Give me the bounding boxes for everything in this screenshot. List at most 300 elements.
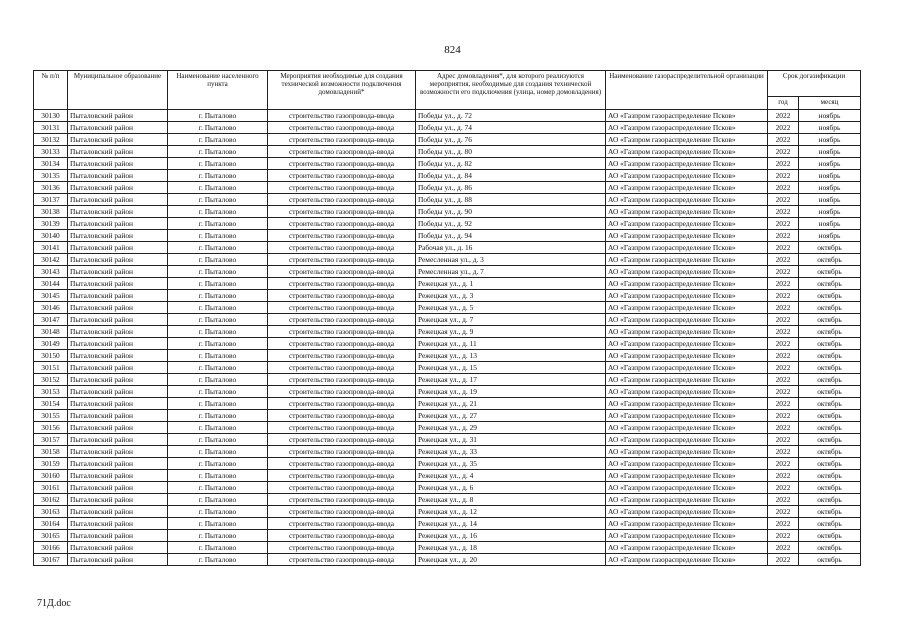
table-body <box>34 110 861 566</box>
cell-month: октябрь <box>799 266 861 278</box>
cell-municipality: Пыталовский район <box>68 494 168 506</box>
cell-settlement: г. Пыталово <box>168 326 268 338</box>
cell-month: октябрь <box>799 494 861 506</box>
cell-gas-org: АО «Газпром газораспределение Псков» <box>606 326 768 338</box>
cell-year: 2022 <box>768 458 799 470</box>
table-row <box>34 302 861 314</box>
cell-num: 30142 <box>34 254 68 266</box>
cell-year: 2022 <box>768 206 799 218</box>
cell-measure: строительство газопровода-ввода <box>268 554 416 566</box>
table-row <box>34 530 861 542</box>
cell-num: 30150 <box>34 350 68 362</box>
cell-gas-org: АО «Газпром газораспределение Псков» <box>606 146 768 158</box>
cell-year: 2022 <box>768 530 799 542</box>
cell-num: 30138 <box>34 206 68 218</box>
cell-month: октябрь <box>799 278 861 290</box>
cell-gas-org: АО «Газпром газораспределение Псков» <box>606 338 768 350</box>
cell-month: октябрь <box>799 506 861 518</box>
cell-measure: строительство газопровода-ввода <box>268 110 416 122</box>
cell-municipality: Пыталовский район <box>68 458 168 470</box>
cell-year: 2022 <box>768 494 799 506</box>
cell-gas-org: АО «Газпром газораспределение Псков» <box>606 290 768 302</box>
table-row <box>34 206 861 218</box>
cell-month: октябрь <box>799 386 861 398</box>
cell-num: 30158 <box>34 446 68 458</box>
cell-measure: строительство газопровода-ввода <box>268 542 416 554</box>
cell-gas-org: АО «Газпром газораспределение Псков» <box>606 230 768 242</box>
cell-municipality: Пыталовский район <box>68 290 168 302</box>
cell-address: Режецкая ул., д. 1 <box>416 278 606 290</box>
cell-measure: строительство газопровода-ввода <box>268 182 416 194</box>
cell-address: Режецкая ул., д. 20 <box>416 554 606 566</box>
cell-year: 2022 <box>768 446 799 458</box>
cell-year: 2022 <box>768 230 799 242</box>
cell-measure: строительство газопровода-ввода <box>268 506 416 518</box>
cell-gas-org: АО «Газпром газораспределение Псков» <box>606 242 768 254</box>
table-row <box>34 158 861 170</box>
cell-num: 30164 <box>34 518 68 530</box>
header-gas-org: Наименование газораспределительной организации <box>606 71 768 110</box>
cell-month: ноябрь <box>799 110 861 122</box>
header-deadline: Срок догазификации <box>768 71 861 97</box>
table-row <box>34 278 861 290</box>
cell-gas-org: АО «Газпром газораспределение Псков» <box>606 206 768 218</box>
cell-month: октябрь <box>799 338 861 350</box>
cell-settlement: г. Пыталово <box>168 242 268 254</box>
cell-gas-org: АО «Газпром газораспределение Псков» <box>606 398 768 410</box>
cell-municipality: Пыталовский район <box>68 302 168 314</box>
cell-address: Режецкая ул., д. 29 <box>416 422 606 434</box>
cell-measure: строительство газопровода-ввода <box>268 458 416 470</box>
table-row <box>34 350 861 362</box>
cell-num: 30160 <box>34 470 68 482</box>
cell-month: ноябрь <box>799 146 861 158</box>
cell-year: 2022 <box>768 266 799 278</box>
cell-address: Победы ул., д. 94 <box>416 230 606 242</box>
cell-address: Режецкая ул., д. 35 <box>416 458 606 470</box>
cell-year: 2022 <box>768 398 799 410</box>
cell-gas-org: АО «Газпром газораспределение Псков» <box>606 410 768 422</box>
cell-month: ноябрь <box>799 158 861 170</box>
cell-num: 30133 <box>34 146 68 158</box>
cell-year: 2022 <box>768 182 799 194</box>
cell-settlement: г. Пыталово <box>168 542 268 554</box>
cell-address: Режецкая ул., д. 21 <box>416 398 606 410</box>
cell-municipality: Пыталовский район <box>68 398 168 410</box>
cell-year: 2022 <box>768 386 799 398</box>
header-measures: Мероприятия необходимые для создания технической возможности подключения домовладений* <box>268 71 416 110</box>
table-row <box>34 482 861 494</box>
cell-municipality: Пыталовский район <box>68 278 168 290</box>
cell-address: Режецкая ул., д. 19 <box>416 386 606 398</box>
cell-address: Режецкая ул., д. 33 <box>416 446 606 458</box>
table-row <box>34 314 861 326</box>
cell-measure: строительство газопровода-ввода <box>268 494 416 506</box>
cell-gas-org: АО «Газпром газораспределение Псков» <box>606 434 768 446</box>
cell-settlement: г. Пыталово <box>168 446 268 458</box>
cell-municipality: Пыталовский район <box>68 518 168 530</box>
cell-num: 30132 <box>34 134 68 146</box>
cell-gas-org: АО «Газпром газораспределение Псков» <box>606 446 768 458</box>
cell-month: октябрь <box>799 458 861 470</box>
cell-month: октябрь <box>799 302 861 314</box>
cell-measure: строительство газопровода-ввода <box>268 314 416 326</box>
cell-gas-org: АО «Газпром газораспределение Псков» <box>606 122 768 134</box>
cell-settlement: г. Пыталово <box>168 254 268 266</box>
cell-municipality: Пыталовский район <box>68 422 168 434</box>
cell-num: 30140 <box>34 230 68 242</box>
cell-settlement: г. Пыталово <box>168 314 268 326</box>
cell-year: 2022 <box>768 110 799 122</box>
cell-year: 2022 <box>768 482 799 494</box>
cell-gas-org: АО «Газпром газораспределение Псков» <box>606 422 768 434</box>
cell-num: 30156 <box>34 422 68 434</box>
table-row <box>34 266 861 278</box>
cell-measure: строительство газопровода-ввода <box>268 386 416 398</box>
table-row <box>34 518 861 530</box>
cell-municipality: Пыталовский район <box>68 314 168 326</box>
cell-month: октябрь <box>799 326 861 338</box>
cell-settlement: г. Пыталово <box>168 350 268 362</box>
cell-month: октябрь <box>799 374 861 386</box>
cell-measure: строительство газопровода-ввода <box>268 218 416 230</box>
table-row <box>34 170 861 182</box>
cell-address: Режецкая ул., д. 15 <box>416 362 606 374</box>
cell-year: 2022 <box>768 278 799 290</box>
cell-address: Режецкая ул., д. 11 <box>416 338 606 350</box>
cell-settlement: г. Пыталово <box>168 338 268 350</box>
cell-municipality: Пыталовский район <box>68 242 168 254</box>
cell-measure: строительство газопровода-ввода <box>268 362 416 374</box>
cell-settlement: г. Пыталово <box>168 278 268 290</box>
cell-month: октябрь <box>799 398 861 410</box>
cell-gas-org: АО «Газпром газораспределение Псков» <box>606 194 768 206</box>
cell-address: Режецкая ул., д. 3 <box>416 290 606 302</box>
cell-settlement: г. Пыталово <box>168 134 268 146</box>
gasification-table <box>33 70 861 566</box>
cell-num: 30166 <box>34 542 68 554</box>
cell-municipality: Пыталовский район <box>68 374 168 386</box>
cell-gas-org: АО «Газпром газораспределение Псков» <box>606 110 768 122</box>
cell-municipality: Пыталовский район <box>68 194 168 206</box>
cell-address: Режецкая ул., д. 8 <box>416 494 606 506</box>
cell-settlement: г. Пыталово <box>168 422 268 434</box>
cell-num: 30157 <box>34 434 68 446</box>
cell-measure: строительство газопровода-ввода <box>268 290 416 302</box>
cell-year: 2022 <box>768 134 799 146</box>
cell-gas-org: АО «Газпром газораспределение Псков» <box>606 458 768 470</box>
table-row <box>34 110 861 122</box>
cell-address: Победы ул., д. 80 <box>416 146 606 158</box>
cell-year: 2022 <box>768 350 799 362</box>
header-month: месяц <box>799 97 861 110</box>
cell-municipality: Пыталовский район <box>68 254 168 266</box>
cell-address: Режецкая ул., д. 31 <box>416 434 606 446</box>
cell-year: 2022 <box>768 410 799 422</box>
cell-municipality: Пыталовский район <box>68 530 168 542</box>
cell-month: ноябрь <box>799 170 861 182</box>
cell-measure: строительство газопровода-ввода <box>268 338 416 350</box>
cell-municipality: Пыталовский район <box>68 506 168 518</box>
cell-address: Режецкая ул., д. 9 <box>416 326 606 338</box>
cell-municipality: Пыталовский район <box>68 230 168 242</box>
cell-address: Победы ул., д. 84 <box>416 170 606 182</box>
cell-num: 30147 <box>34 314 68 326</box>
cell-num: 30137 <box>34 194 68 206</box>
cell-municipality: Пыталовский район <box>68 470 168 482</box>
cell-settlement: г. Пыталово <box>168 482 268 494</box>
cell-gas-org: АО «Газпром газораспределение Псков» <box>606 386 768 398</box>
table-row <box>34 434 861 446</box>
cell-year: 2022 <box>768 242 799 254</box>
cell-municipality: Пыталовский район <box>68 158 168 170</box>
cell-gas-org: АО «Газпром газораспределение Псков» <box>606 374 768 386</box>
cell-address: Победы ул., д. 82 <box>416 158 606 170</box>
cell-year: 2022 <box>768 314 799 326</box>
cell-settlement: г. Пыталово <box>168 494 268 506</box>
cell-year: 2022 <box>768 422 799 434</box>
table-row <box>34 362 861 374</box>
cell-measure: строительство газопровода-ввода <box>268 302 416 314</box>
cell-settlement: г. Пыталово <box>168 410 268 422</box>
cell-measure: строительство газопровода-ввода <box>268 266 416 278</box>
cell-measure: строительство газопровода-ввода <box>268 518 416 530</box>
header-num: № п/п <box>34 71 68 110</box>
cell-municipality: Пыталовский район <box>68 134 168 146</box>
cell-municipality: Пыталовский район <box>68 170 168 182</box>
cell-measure: строительство газопровода-ввода <box>268 422 416 434</box>
cell-year: 2022 <box>768 146 799 158</box>
cell-address: Режецкая ул., д. 6 <box>416 482 606 494</box>
cell-month: октябрь <box>799 518 861 530</box>
cell-measure: строительство газопровода-ввода <box>268 482 416 494</box>
cell-settlement: г. Пыталово <box>168 218 268 230</box>
table-row <box>34 542 861 554</box>
table-row <box>34 398 861 410</box>
cell-num: 30134 <box>34 158 68 170</box>
table-row <box>34 410 861 422</box>
cell-month: октябрь <box>799 290 861 302</box>
cell-month: ноябрь <box>799 206 861 218</box>
cell-num: 30165 <box>34 530 68 542</box>
cell-year: 2022 <box>768 470 799 482</box>
cell-municipality: Пыталовский район <box>68 434 168 446</box>
cell-settlement: г. Пыталово <box>168 182 268 194</box>
cell-address: Режецкая ул., д. 7 <box>416 314 606 326</box>
cell-municipality: Пыталовский район <box>68 542 168 554</box>
cell-num: 30148 <box>34 326 68 338</box>
cell-gas-org: АО «Газпром газораспределение Псков» <box>606 494 768 506</box>
cell-num: 30163 <box>34 506 68 518</box>
table-row <box>34 494 861 506</box>
cell-year: 2022 <box>768 374 799 386</box>
cell-settlement: г. Пыталово <box>168 362 268 374</box>
cell-address: Режецкая ул., д. 12 <box>416 506 606 518</box>
cell-address: Режецкая ул., д. 14 <box>416 518 606 530</box>
cell-month: октябрь <box>799 434 861 446</box>
cell-month: октябрь <box>799 314 861 326</box>
cell-measure: строительство газопровода-ввода <box>268 434 416 446</box>
cell-year: 2022 <box>768 338 799 350</box>
cell-num: 30130 <box>34 110 68 122</box>
cell-settlement: г. Пыталово <box>168 302 268 314</box>
cell-year: 2022 <box>768 122 799 134</box>
cell-measure: строительство газопровода-ввода <box>268 146 416 158</box>
table-row <box>34 194 861 206</box>
table-row <box>34 338 861 350</box>
cell-num: 30162 <box>34 494 68 506</box>
cell-measure: строительство газопровода-ввода <box>268 374 416 386</box>
cell-gas-org: АО «Газпром газораспределение Псков» <box>606 278 768 290</box>
cell-settlement: г. Пыталово <box>168 122 268 134</box>
cell-settlement: г. Пыталово <box>168 554 268 566</box>
cell-measure: строительство газопровода-ввода <box>268 278 416 290</box>
cell-municipality: Пыталовский район <box>68 362 168 374</box>
cell-month: октябрь <box>799 362 861 374</box>
cell-gas-org: АО «Газпром газораспределение Псков» <box>606 554 768 566</box>
cell-num: 30152 <box>34 374 68 386</box>
cell-measure: строительство газопровода-ввода <box>268 350 416 362</box>
cell-settlement: г. Пыталово <box>168 398 268 410</box>
cell-num: 30141 <box>34 242 68 254</box>
cell-gas-org: АО «Газпром газораспределение Псков» <box>606 518 768 530</box>
footer-doc-name: 71Д.doc <box>37 598 71 609</box>
cell-gas-org: АО «Газпром газораспределение Псков» <box>606 362 768 374</box>
cell-settlement: г. Пыталово <box>168 170 268 182</box>
cell-measure: строительство газопровода-ввода <box>268 230 416 242</box>
cell-year: 2022 <box>768 194 799 206</box>
table-row <box>34 458 861 470</box>
cell-num: 30161 <box>34 482 68 494</box>
cell-month: ноябрь <box>799 182 861 194</box>
table-row <box>34 182 861 194</box>
cell-gas-org: АО «Газпром газораспределение Псков» <box>606 170 768 182</box>
cell-gas-org: АО «Газпром газораспределение Псков» <box>606 542 768 554</box>
cell-month: октябрь <box>799 530 861 542</box>
cell-num: 30136 <box>34 182 68 194</box>
table-row <box>34 374 861 386</box>
cell-month: октябрь <box>799 482 861 494</box>
cell-municipality: Пыталовский район <box>68 122 168 134</box>
table-row <box>34 242 861 254</box>
cell-measure: строительство газопровода-ввода <box>268 206 416 218</box>
cell-municipality: Пыталовский район <box>68 482 168 494</box>
cell-gas-org: АО «Газпром газораспределение Псков» <box>606 158 768 170</box>
cell-measure: строительство газопровода-ввода <box>268 398 416 410</box>
cell-month: октябрь <box>799 422 861 434</box>
cell-year: 2022 <box>768 362 799 374</box>
header-settlement: Наименование населенного пункта <box>168 71 268 110</box>
cell-measure: строительство газопровода-ввода <box>268 530 416 542</box>
cell-gas-org: АО «Газпром газораспределение Псков» <box>606 314 768 326</box>
cell-municipality: Пыталовский район <box>68 110 168 122</box>
cell-measure: строительство газопровода-ввода <box>268 470 416 482</box>
cell-year: 2022 <box>768 254 799 266</box>
cell-settlement: г. Пыталово <box>168 434 268 446</box>
cell-num: 30135 <box>34 170 68 182</box>
cell-address: Победы ул., д. 86 <box>416 182 606 194</box>
cell-year: 2022 <box>768 434 799 446</box>
cell-municipality: Пыталовский район <box>68 386 168 398</box>
cell-gas-org: АО «Газпром газораспределение Псков» <box>606 302 768 314</box>
cell-settlement: г. Пыталово <box>168 386 268 398</box>
cell-address: Ремесленная ул., д. 3 <box>416 254 606 266</box>
cell-municipality: Пыталовский район <box>68 182 168 194</box>
cell-gas-org: АО «Газпром газораспределение Псков» <box>606 134 768 146</box>
cell-month: октябрь <box>799 470 861 482</box>
cell-address: Победы ул., д. 90 <box>416 206 606 218</box>
cell-num: 30131 <box>34 122 68 134</box>
cell-year: 2022 <box>768 290 799 302</box>
cell-gas-org: АО «Газпром газораспределение Псков» <box>606 266 768 278</box>
cell-measure: строительство газопровода-ввода <box>268 410 416 422</box>
cell-address: Победы ул., д. 72 <box>416 110 606 122</box>
cell-month: ноябрь <box>799 230 861 242</box>
cell-month: октябрь <box>799 446 861 458</box>
cell-year: 2022 <box>768 326 799 338</box>
table-row <box>34 218 861 230</box>
cell-municipality: Пыталовский район <box>68 338 168 350</box>
table-row <box>34 422 861 434</box>
cell-address: Режецкая ул., д. 5 <box>416 302 606 314</box>
cell-measure: строительство газопровода-ввода <box>268 446 416 458</box>
cell-num: 30154 <box>34 398 68 410</box>
cell-gas-org: АО «Газпром газораспределение Псков» <box>606 470 768 482</box>
cell-settlement: г. Пыталово <box>168 206 268 218</box>
table-row <box>34 146 861 158</box>
cell-gas-org: АО «Газпром газораспределение Псков» <box>606 506 768 518</box>
cell-municipality: Пыталовский район <box>68 446 168 458</box>
cell-year: 2022 <box>768 506 799 518</box>
cell-measure: строительство газопровода-ввода <box>268 194 416 206</box>
cell-measure: строительство газопровода-ввода <box>268 326 416 338</box>
cell-settlement: г. Пыталово <box>168 266 268 278</box>
cell-month: октябрь <box>799 554 861 566</box>
cell-address: Режецкая ул., д. 13 <box>416 350 606 362</box>
cell-num: 30149 <box>34 338 68 350</box>
cell-settlement: г. Пыталово <box>168 530 268 542</box>
cell-address: Рабочая ул., д. 16 <box>416 242 606 254</box>
cell-address: Режецкая ул., д. 18 <box>416 542 606 554</box>
table-row <box>34 470 861 482</box>
table-row <box>34 254 861 266</box>
cell-settlement: г. Пыталово <box>168 194 268 206</box>
cell-municipality: Пыталовский район <box>68 206 168 218</box>
cell-year: 2022 <box>768 542 799 554</box>
cell-year: 2022 <box>768 518 799 530</box>
cell-year: 2022 <box>768 302 799 314</box>
cell-address: Победы ул., д. 92 <box>416 218 606 230</box>
cell-month: октябрь <box>799 254 861 266</box>
cell-municipality: Пыталовский район <box>68 554 168 566</box>
table-row <box>34 326 861 338</box>
cell-municipality: Пыталовский район <box>68 326 168 338</box>
cell-month: ноябрь <box>799 218 861 230</box>
cell-gas-org: АО «Газпром газораспределение Псков» <box>606 530 768 542</box>
cell-measure: строительство газопровода-ввода <box>268 170 416 182</box>
cell-settlement: г. Пыталово <box>168 146 268 158</box>
cell-settlement: г. Пыталово <box>168 290 268 302</box>
cell-num: 30155 <box>34 410 68 422</box>
cell-address: Режецкая ул., д. 17 <box>416 374 606 386</box>
cell-month: октябрь <box>799 542 861 554</box>
cell-measure: строительство газопровода-ввода <box>268 158 416 170</box>
cell-measure: строительство газопровода-ввода <box>268 134 416 146</box>
cell-num: 30145 <box>34 290 68 302</box>
cell-year: 2022 <box>768 218 799 230</box>
cell-measure: строительство газопровода-ввода <box>268 254 416 266</box>
cell-num: 30143 <box>34 266 68 278</box>
